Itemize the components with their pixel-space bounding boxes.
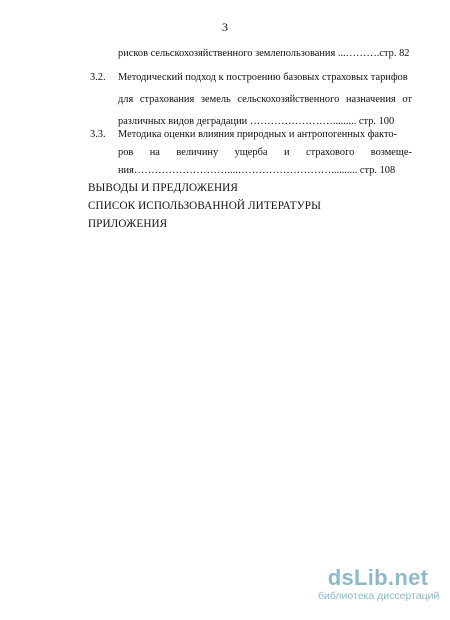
toc-item-3-2-line-1: Методический подход к построению базовых страховых тарифов (118, 72, 408, 83)
toc-word: ров (118, 147, 134, 158)
toc-word: величину (176, 147, 219, 158)
heading-appendices: ПРИЛОЖЕНИЯ (88, 218, 168, 230)
toc-word: для (118, 94, 134, 105)
toc-item-3-3-line-3: ния………………………....……………………….......... стр. 108 (118, 165, 396, 176)
toc-item-number-3-3: 3.3. (90, 129, 106, 140)
heading-conclusions: ВЫВОДЫ И ПРЕДЛОЖЕНИЯ (88, 182, 238, 194)
watermark-subtitle: библиотека диссертаций (318, 590, 440, 602)
toc-item-3-3-line-1: Методика оценки влияния природных и антропогенных факто- (118, 129, 398, 140)
toc-word: от (402, 94, 412, 105)
toc-word: возмеще- (370, 147, 412, 158)
heading-references: СПИСОК ИСПОЛЬЗОВАННОЙ ЛИТЕРАТУРЫ (88, 200, 321, 212)
page-number: 3 (222, 20, 228, 34)
toc-word: сельскохозяйственного (237, 94, 340, 105)
watermark-logo: dsLib.net (327, 565, 429, 590)
toc-word: и (283, 147, 290, 158)
toc-word: земель (200, 94, 231, 105)
toc-word: страхования (139, 94, 195, 105)
dslib-watermark (318, 566, 438, 602)
toc-word: на (149, 147, 160, 158)
toc-item-number-3-2: 3.2. (90, 72, 106, 83)
toc-item-3-3-line-2 (118, 147, 412, 159)
toc-word: ущерба (234, 147, 268, 158)
toc-item-3-2-line-2 (118, 94, 412, 106)
toc-continuation-line: рисков сельскохозяйственного землепользования ...……….стр. 82 (118, 48, 410, 59)
toc-item-3-2-line-3: различных видов деградации ……………………......... стр. 100 (118, 116, 395, 127)
toc-word: страхового (305, 147, 355, 158)
toc-word: назначения (345, 94, 396, 105)
